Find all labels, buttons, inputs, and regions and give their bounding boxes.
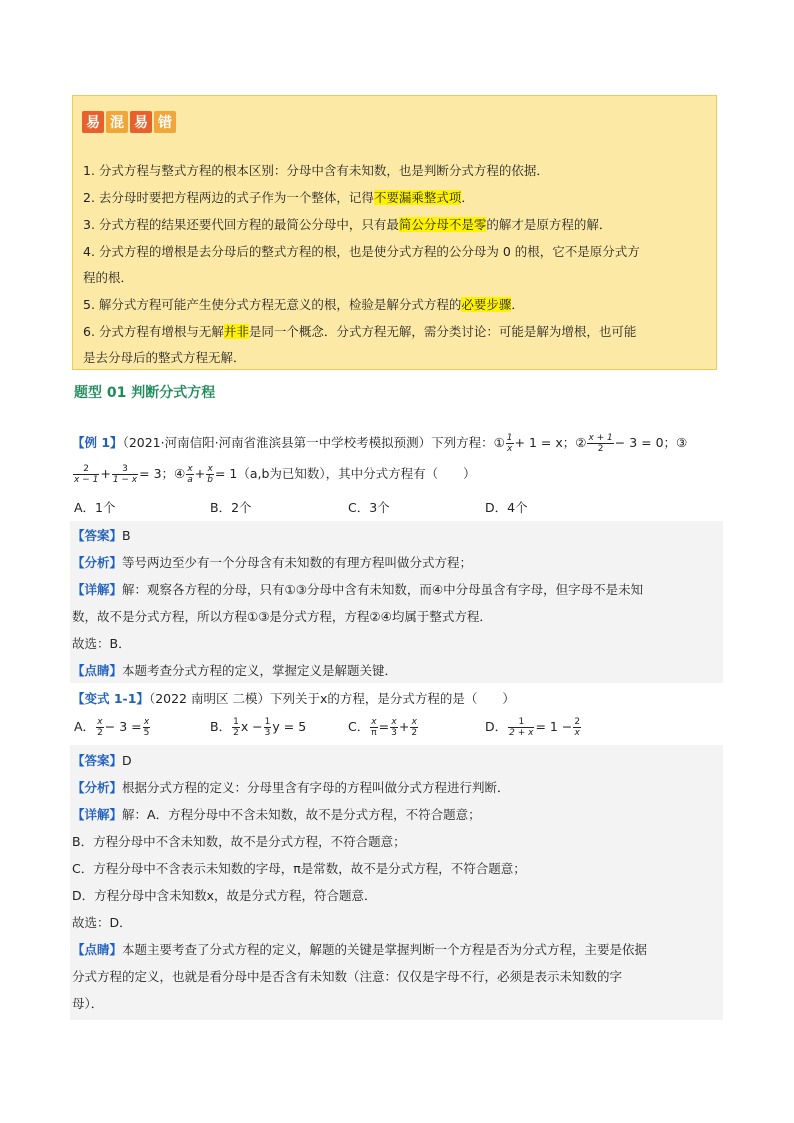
tip-item-2: 2. 去分母时要把方程两边的式子作为一个整体，记得不要漏乘整式项． (83, 190, 474, 205)
tip-item-5: 5. 解分式方程可能产生使分式方程无意义的根，检验是解分式方程的必要步骤． (83, 297, 524, 312)
example-1-solution-panel (70, 521, 723, 683)
tips-badge: 易 (130, 111, 152, 133)
variant-1-comment-cont: 分式方程的定义，也就是看分母中是否含有未知数（注意：仅仅是字母不行，必须是表示未知数的字 (72, 969, 623, 984)
example-1-option-d: D．4个 (485, 500, 528, 515)
variant-1-choose: 故选：D． (72, 915, 132, 930)
example-1-option-b: B．2个 (210, 500, 252, 515)
variant-1-option-d: D． $\frac{1}{2 + x}$ = 1 − $\frac{2}{x}$ (485, 717, 581, 738)
variant-1-option-b: B． $\frac{1}{2}$ x − $\frac{1}{3}$ y = 5 (210, 717, 307, 738)
variant-1-comment: 【点睛】本题主要考查了分式方程的定义，解题的关键是掌握判断一个方程是否为分式方程，主要是依据 (72, 942, 648, 957)
variant-1-detail-d: D．方程分母中含未知数x，故是分式方程，符合题意． (72, 888, 377, 903)
example-1-analysis: 【分析】等号两边至少有一个分母含有未知数的有理方程叫做分式方程； (72, 555, 473, 570)
example-1-question-cont: $\frac{2}{x - 1}$ + $\frac{3}{1 - x}$ = 3；④ $\frac{x}{a}$ + $\frac{x}{b}$ = 1（a,b为已知数），其中分式方程有（ ） (74, 464, 476, 485)
tips-badge: 错 (154, 111, 176, 133)
tips-badge: 易 (82, 111, 104, 133)
variant-1-option-c: C． $\frac{x}{\pi}$ = $\frac{x}{3}$ + $\frac{x}{2}$ (348, 717, 418, 738)
tip-item-6-cont: 是去分母后的整式方程无解． (83, 350, 246, 365)
variant-1-detail: 【详解】解：A．方程分母中不含未知数，故不是分式方程，不符合题意； (72, 807, 481, 822)
tip-item-4: 4. 分式方程的增根是去分母后的整式方程的根，也是使分式方程的公分母为 0 的根，它不是原分式方 (83, 244, 640, 259)
tips-badge: 混 (106, 111, 128, 133)
variant-1-comment-end: 母）． (72, 996, 104, 1011)
example-1-option-c: C．3个 (348, 500, 390, 515)
example-1-detail: 【详解】解：观察各方程的分母，只有①③分母中含有未知数，而④中分母虽含有字母，但字母不是未知 (72, 582, 644, 597)
variant-1-detail-c: C．方程分母中不含表示未知数的字母，π是常数，故不是分式方程，不符合题意； (72, 861, 526, 876)
tip-item-4-cont: 程的根． (83, 270, 134, 285)
tips-badges (82, 111, 176, 133)
example-1-option-a: A．1个 (74, 500, 116, 515)
example-1-detail-cont: 数，故不是分式方程，所以方程①③是分式方程，方程②④均属于整式方程． (72, 609, 492, 624)
variant-1-question: 【变式 1-1】（2022 南明区 二模）下列关于x的方程，是分式方程的是（ ） (72, 691, 515, 706)
example-1-question: 【例 1】（2021·河南信阳·河南省淮滨县第一中学校考模拟预测）下列方程：① $\frac{1}{x}$ + 1 = x；② $\frac{x + 1}{2}$ − 3 = 0；③ (72, 433, 688, 454)
variant-1-analysis: 【分析】根据分式方程的定义：分母里含有字母的方程叫做分式方程进行判断． (72, 780, 510, 795)
variant-1-detail-b: B．方程分母中不含未知数，故不是分式方程，不符合题意； (72, 834, 406, 849)
variant-1-option-a: A． $\frac{x}{2}$ − 3 = $\frac{x}{5}$ (74, 717, 150, 738)
example-1-choose: 故选：B． (72, 636, 131, 651)
tip-item-3: 3. 分式方程的结果还要代回方程的最简公分母中，只有最简公分母不是零的解才是原方程的解． (83, 217, 612, 232)
section-title: 题型 01 判断分式方程 (74, 385, 216, 401)
example-1-answer: 【答案】B (72, 528, 131, 543)
variant-1-answer: 【答案】D (72, 753, 132, 768)
example-1-comment: 【点睛】本题考查分式方程的定义，掌握定义是解题关键． (72, 663, 398, 678)
tip-item-1: 1. 分式方程与整式方程的根本区别：分母中含有未知数，也是判断分式方程的依据． (83, 163, 549, 178)
tip-item-6: 6. 分式方程有增根与无解并非是同一个概念．分式方程无解，需分类讨论：可能是解为增根，也可能 (83, 324, 637, 339)
tips-box (72, 95, 717, 370)
